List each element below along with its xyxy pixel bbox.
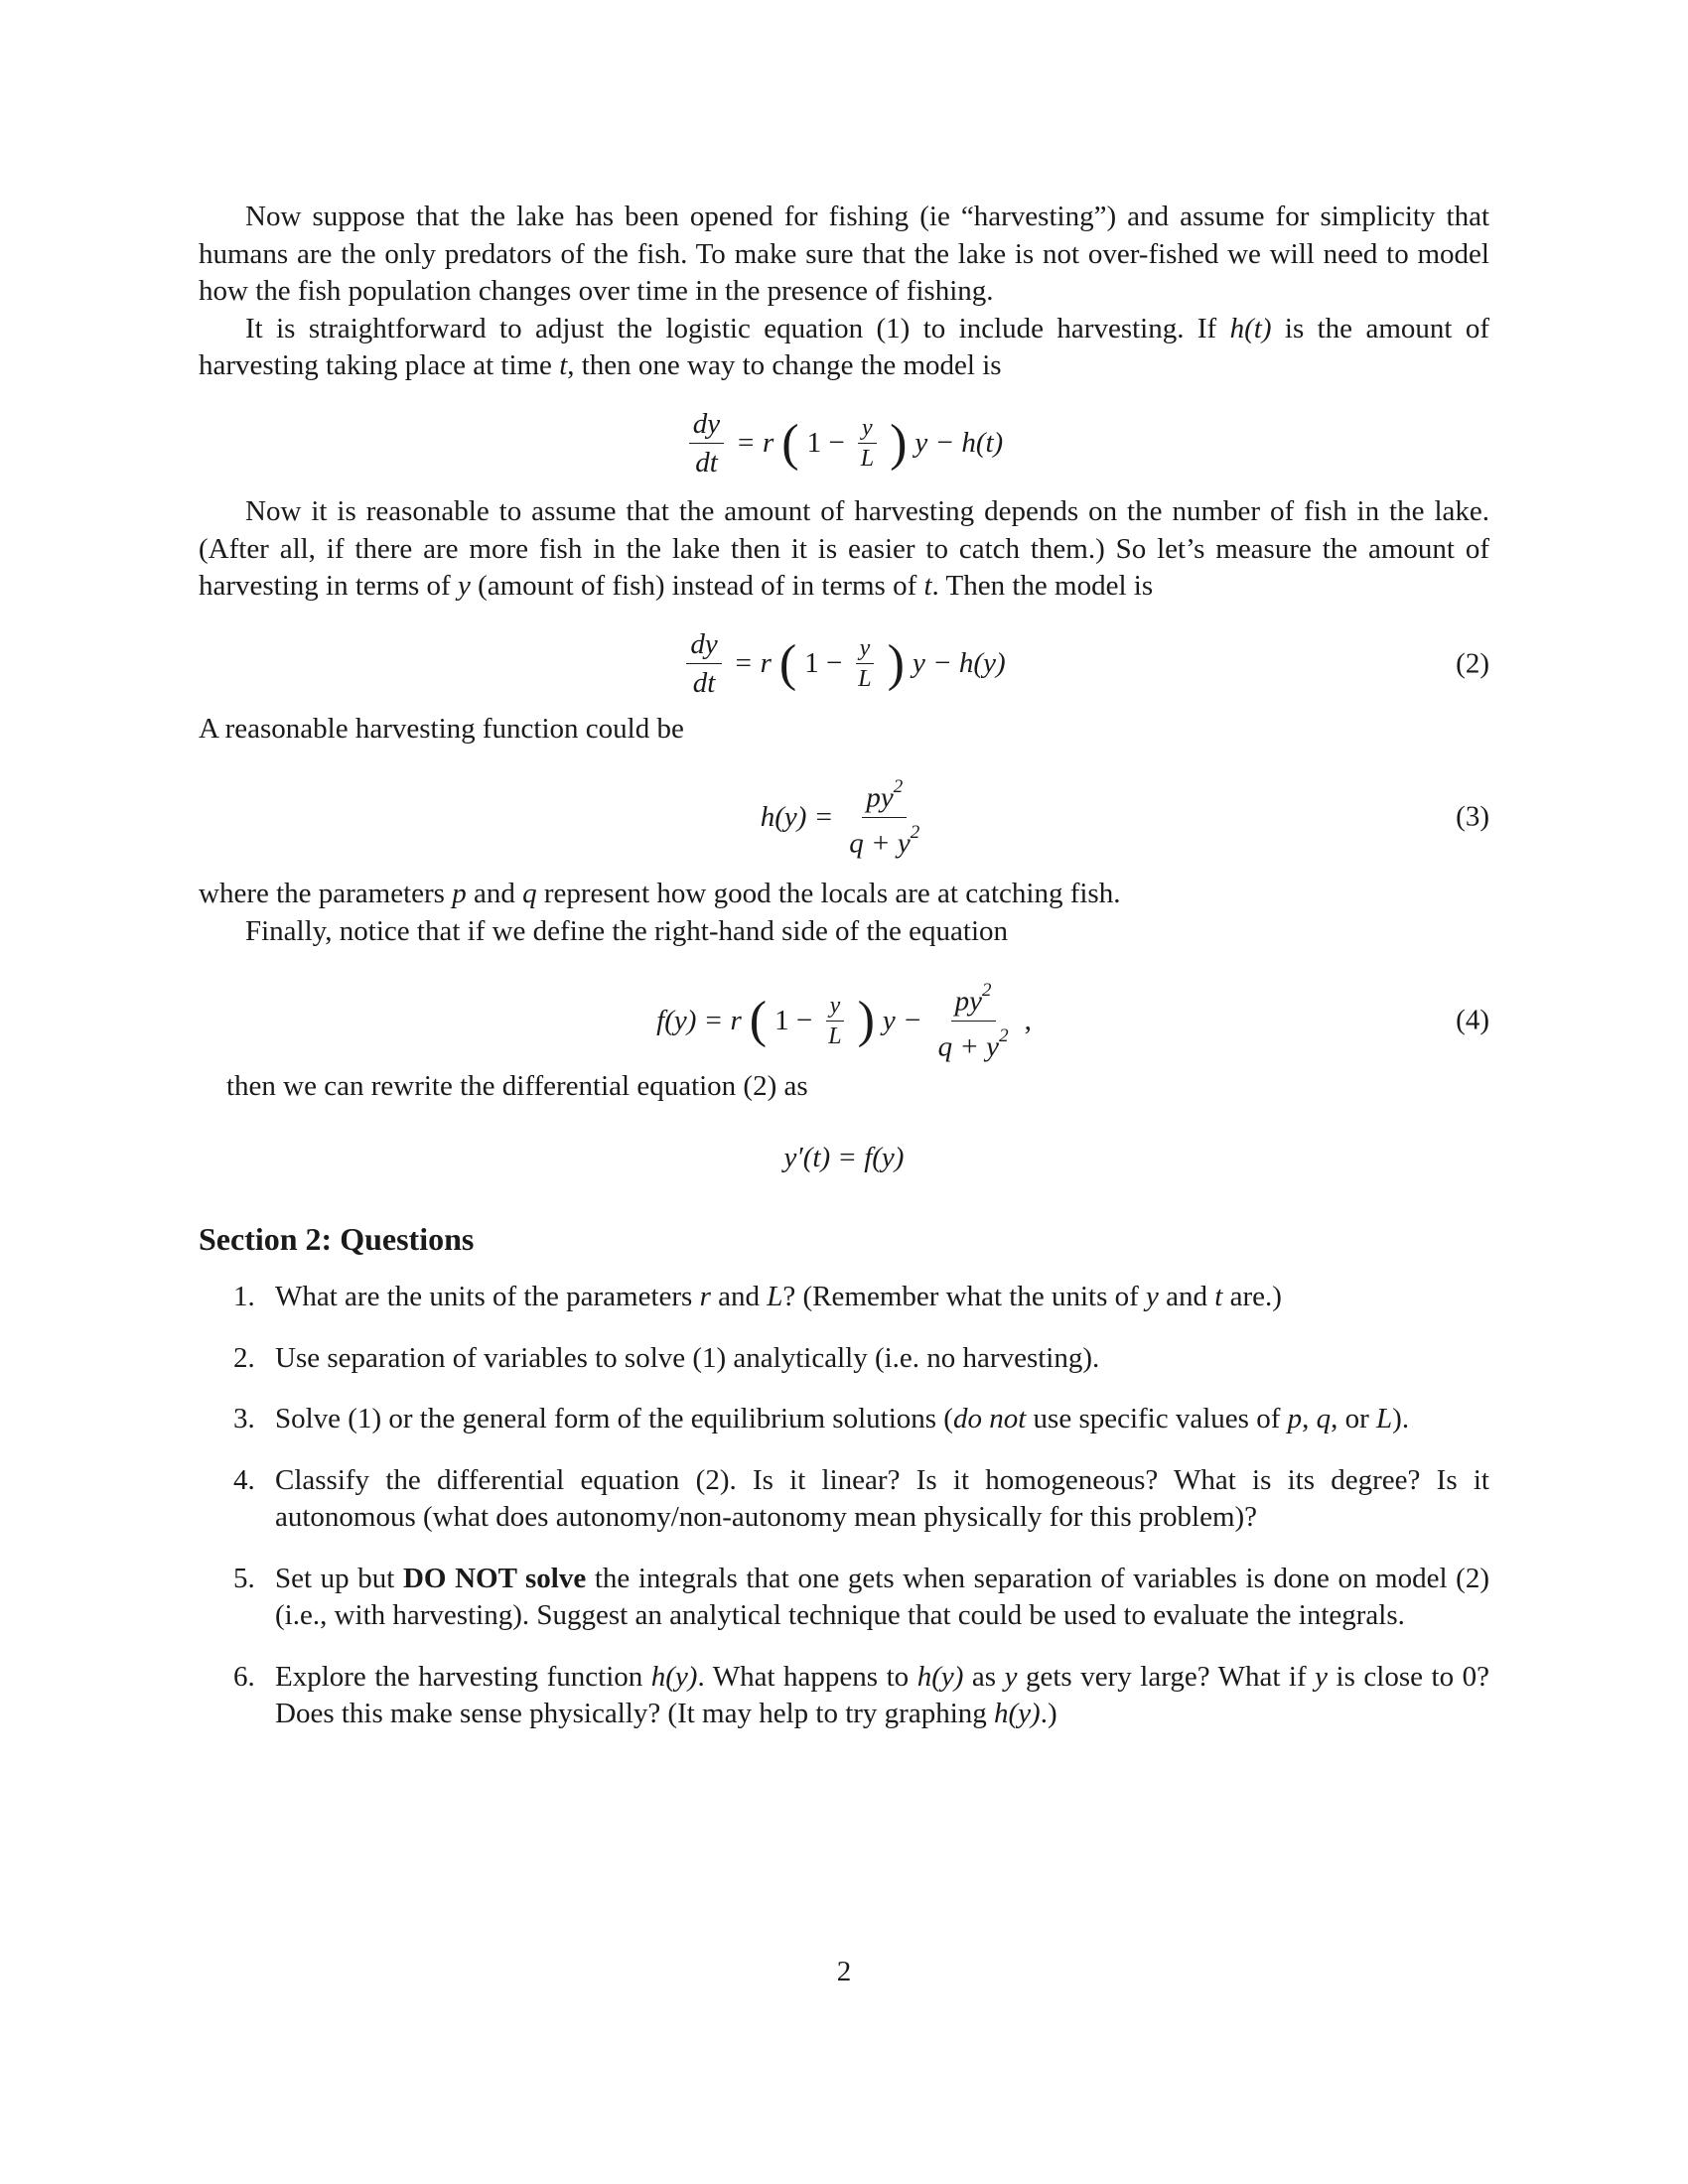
equation-model-ht: $\frac{dy}{dt}$ = r ( 1 − $\frac{y}{L}$ ) y − h(t): [199, 407, 1489, 479]
equation-number-2: (2): [1456, 647, 1489, 679]
question-1: 1. What are the units of the parameters r and L? (Remember what the units of y and t are.): [233, 1281, 1282, 1312]
intro-block: [199, 199, 1489, 385]
section-2: [199, 1221, 1489, 1258]
paragraph-adjust-logistic: It is straightforward to adjust the logistic equation (1) to include harvesting. If h(t) is the amount of harvesting taking place at time t, then one way to change the model is: [199, 312, 1489, 381]
section-title: Section 2: Questions: [199, 1221, 475, 1257]
paragraph-rhs-define: Finally, notice that if we define the right-hand side of the equation: [245, 914, 1009, 947]
equation-5: y′(t) = f(y): [783, 1142, 905, 1173]
paragraph-parameters: where the parameters p and q represent how good the locals are at catching fish.: [199, 878, 1121, 909]
equation-2: $\frac{dy}{dt}$ = r ( 1 − $\frac{y}{L}$ ) y − h(y) (2): [199, 627, 1489, 700]
equation-number-3: (3): [1456, 800, 1489, 833]
page-number: 2: [836, 1956, 852, 1987]
harvest-function-intro: A reasonable harvesting function could be: [199, 713, 684, 745]
question-2: 2. Use separation of variables to solve (1) analytically (i.e. no harvesting).: [233, 1341, 1100, 1374]
equation-4: f(y) = r ( 1 − $\frac{y}{L}$ ) y − $\frac{py^2}{q + y^2}$ , (4): [656, 980, 1489, 1063]
equation-number-4: (4): [1456, 1004, 1489, 1036]
questions-list: [199, 1279, 1489, 1733]
harvest-depends-block: [199, 493, 1489, 606]
question-4: 4. Classify the differential equation (2). Is it linear? Is it homogeneous? What is its degree? Is it autonomous (what does autonomy/non-autonomy mean physically for this problem)?: [233, 1463, 1489, 1533]
rewrite-block: then we can rewrite the differential equation (2) as: [226, 1070, 808, 1102]
question-3: 3. Solve (1) or the general form of the equilibrium solutions (do not use specific values of p, q, or L).: [233, 1403, 1410, 1434]
question-5: 5. Set up but DO NOT solve the integrals that one gets when separation of variables is done on model (2) (i.e., with harvesting). Suggest an analytical technique that could be used to evaluate the integrals.: [233, 1562, 1489, 1631]
question-6: 6. Explore the harvesting function h(y). What happens to h(y) as y gets very large? What if y is close to 0? Does this make sense physically? (It may help to try graphing h(y).): [233, 1660, 1489, 1729]
parameters-block: [199, 876, 1489, 950]
paragraph-harvest-depends: Now it is reasonable to assume that the amount of harvesting depends on the number of fish in the lake. (After all, if there are more fish in the lake then it is easier to catch them.) So let’s measure the amount of harvesting in terms of y (amount of fish) instead of in terms of t. Then the model is: [199, 495, 1489, 602]
equation-3: h(y) = $\frac{py^2}{q + y^2}$ (3): [760, 776, 1489, 860]
paragraph-harvesting-intro: Now suppose that the lake has been opened for fishing (ie “harvesting”) and assume for simplicity that humans are the only predators of the fish. To make sure that the lake is not over-fished we will need to model how the fish population changes over time in the presence of fishing.: [199, 201, 1489, 307]
